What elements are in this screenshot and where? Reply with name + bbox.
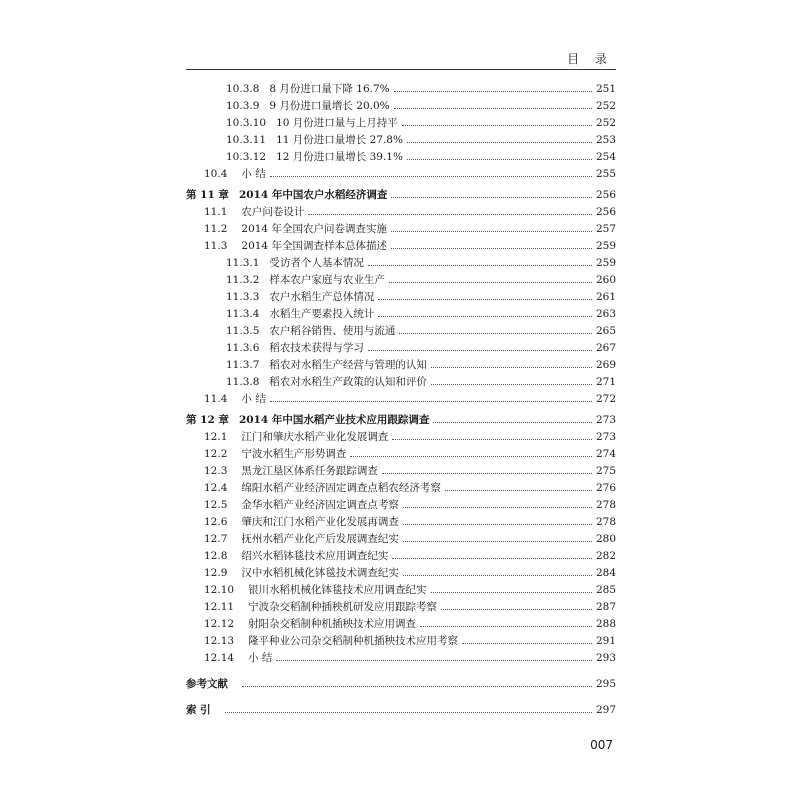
- toc-entry-page: 295: [595, 677, 616, 690]
- toc-entry-number: 11.3.4: [226, 307, 260, 320]
- toc-entry-page: 285: [595, 583, 616, 596]
- dot-leader: [308, 214, 592, 215]
- toc-entry-page: 274: [595, 447, 616, 460]
- toc-entry-number: 第 11 章: [186, 189, 229, 201]
- toc-entry-title: 受访者个人基本情况: [269, 257, 364, 269]
- toc-entry[interactable]: [186, 581, 616, 598]
- toc-entry-number: 10.3.10: [226, 116, 267, 129]
- toc-entry-title: 小 结: [241, 393, 266, 405]
- toc-entry-page: 288: [595, 617, 616, 630]
- toc-entry-number: 11.3.7: [226, 358, 260, 371]
- toc-entry-number: 11.2: [204, 222, 228, 235]
- toc-entry[interactable]: [186, 701, 616, 718]
- toc-entry-number: 12.13: [204, 634, 235, 647]
- toc-entry-title: 稻农对水稻生产政策的认知和评价: [269, 376, 427, 388]
- toc-entry-title: 稻农技术获得与学习: [269, 342, 364, 354]
- toc-entry-page: 257: [595, 222, 616, 235]
- dot-leader: [270, 176, 592, 177]
- toc-entry[interactable]: [186, 237, 616, 254]
- toc-entry-number: 11.3.3: [226, 290, 260, 303]
- dot-leader: [391, 231, 592, 232]
- toc-entry-number: 12.11: [204, 600, 235, 613]
- toc-entry-page: 273: [595, 413, 616, 426]
- dot-leader: [276, 660, 592, 661]
- toc-entry[interactable]: [186, 598, 616, 615]
- toc-entry-page: 297: [595, 703, 616, 716]
- dot-leader: [407, 159, 592, 160]
- toc-entry-page: 251: [595, 82, 616, 95]
- toc-entry-page: 254: [595, 150, 616, 163]
- dot-leader: [431, 384, 592, 385]
- toc-entry-number: 11.3.1: [226, 256, 260, 269]
- toc-entry[interactable]: [186, 411, 616, 428]
- running-head: 目 录: [567, 52, 613, 66]
- toc-entry-page: 282: [595, 549, 616, 562]
- dot-leader: [403, 541, 592, 542]
- toc-entry-number: 12.3: [204, 464, 228, 477]
- toc-entry-number: 10.3.8: [226, 82, 260, 95]
- dot-leader: [378, 299, 592, 300]
- toc-entry[interactable]: [186, 390, 616, 407]
- toc-entry-page: 278: [595, 498, 616, 511]
- dot-leader: [242, 686, 592, 687]
- dot-leader: [431, 592, 592, 593]
- dot-leader: [391, 248, 592, 249]
- toc-entry-number: 11.4: [204, 392, 228, 405]
- toc-entry-title: 稻农对水稻生产经营与管理的认知: [269, 359, 427, 371]
- toc-entry-title: 农户稻谷销售、使用与流通: [269, 325, 396, 337]
- toc-entry-title: 水稻生产要素投入统计: [269, 308, 375, 320]
- dot-leader: [403, 524, 592, 525]
- toc-entry[interactable]: [186, 428, 616, 445]
- toc-entry-title: 农户问卷设计: [241, 206, 305, 218]
- toc-entry[interactable]: [186, 131, 616, 148]
- dot-leader: [402, 125, 592, 126]
- toc-entry[interactable]: [186, 322, 616, 339]
- toc-entry-page: 269: [595, 358, 616, 371]
- toc-entry[interactable]: [186, 479, 616, 496]
- toc-entry-page: 256: [595, 188, 616, 201]
- toc-entry-title: 农户水稻生产总体情况: [269, 291, 375, 303]
- dot-leader: [391, 197, 592, 198]
- toc-entry-page: 284: [595, 566, 616, 579]
- toc-entry-page: 275: [595, 464, 616, 477]
- toc-entry[interactable]: [186, 305, 616, 322]
- toc-entry-number: 11.1: [204, 205, 228, 218]
- toc-entry-title: 宁波水稻生产形势调查: [241, 448, 347, 460]
- header-rule: [186, 69, 616, 70]
- toc-entry-number: 12.9: [204, 566, 228, 579]
- toc-entry-title: 射阳杂交稻制种机插秧技术应用调查: [248, 618, 417, 630]
- toc-entry-title: 汉中水稻机械化钵毯技术调查纪实: [241, 567, 399, 579]
- dot-leader: [382, 473, 592, 474]
- toc-entry-number: 12.2: [204, 447, 228, 460]
- dot-leader: [394, 91, 592, 92]
- toc-entry-number: 12.1: [204, 430, 228, 443]
- page-number: 007: [590, 738, 613, 752]
- toc-entry-title: 样本农户家庭与农业生产: [269, 274, 385, 286]
- toc-entry[interactable]: [186, 632, 616, 649]
- toc-entry[interactable]: [186, 220, 616, 237]
- toc-entry[interactable]: [186, 675, 616, 692]
- toc-entry-title: 9 月份进口量增长 20.0%: [269, 100, 390, 112]
- dot-leader: [392, 558, 592, 559]
- dot-leader: [368, 265, 592, 266]
- dot-leader: [403, 507, 592, 508]
- dot-leader: [433, 422, 592, 423]
- toc-entry[interactable]: [186, 513, 616, 530]
- toc-entry-number: 12.5: [204, 498, 228, 511]
- toc-entry-number: 10.3.11: [226, 133, 267, 146]
- toc-entry[interactable]: [186, 339, 616, 356]
- toc-entry-page: 276: [595, 481, 616, 494]
- toc-entry-page: 278: [595, 515, 616, 528]
- toc-entry-page: 259: [595, 256, 616, 269]
- toc-entry-title: 绵阳水稻产业经济固定调查点稻农经济考察: [241, 482, 441, 494]
- toc-entry-page: 271: [595, 375, 616, 388]
- toc-entry-title: 隆平种业公司杂交稻制种机插秧技术应用考察: [248, 635, 459, 647]
- dot-leader: [270, 401, 592, 402]
- toc-entry-title: 银川水稻机械化钵毯技术应用调查纪实: [248, 584, 427, 596]
- toc-entry-title: 8 月份进口量下降 16.7%: [269, 83, 390, 95]
- toc-entry-number: 第 12 章: [186, 414, 229, 426]
- toc-entry-number: 10.3.12: [226, 150, 267, 163]
- toc-entry-title: 绍兴水稻钵毯技术应用调查纪实: [241, 550, 389, 562]
- toc-entry-number: 12.6: [204, 515, 228, 528]
- dot-leader: [403, 575, 592, 576]
- toc-entry-page: 252: [595, 116, 616, 129]
- toc-entry[interactable]: [186, 462, 616, 479]
- toc-entry-page: 261: [595, 290, 616, 303]
- toc-entry-page: 272: [595, 392, 616, 405]
- toc-entry-number: 12.10: [204, 583, 235, 596]
- dot-leader: [431, 367, 592, 368]
- toc-entry-page: 253: [595, 133, 616, 146]
- toc-entry-page: 291: [595, 634, 616, 647]
- dot-leader: [389, 282, 592, 283]
- toc-entry-title: 江门和肇庆水稻产业化发展调查: [241, 431, 389, 443]
- dot-leader: [441, 609, 592, 610]
- toc-entry[interactable]: [186, 97, 616, 114]
- toc-entry-number: 索 引: [186, 704, 211, 716]
- dot-leader: [350, 456, 592, 457]
- dot-leader: [462, 643, 592, 644]
- toc-entry-title: 2014 年中国水稻产业技术应用跟踪调查: [238, 414, 430, 426]
- toc-entry-page: 273: [595, 430, 616, 443]
- dot-leader: [445, 490, 592, 491]
- toc-entry-page: 256: [595, 205, 616, 218]
- toc-entry-number: 参考文献: [186, 678, 228, 690]
- toc-entry-title: 金华水稻产业经济固定调查点考察: [241, 499, 399, 511]
- toc-entry[interactable]: [186, 547, 616, 564]
- toc-entry-page: 263: [595, 307, 616, 320]
- dot-leader: [420, 626, 592, 627]
- dot-leader: [368, 350, 592, 351]
- toc-entry-title: 10 月份进口量与上月持平: [276, 117, 398, 129]
- toc-entry-number: 11.3.8: [226, 375, 260, 388]
- toc-entry-number: 11.3.5: [226, 324, 260, 337]
- toc-entry[interactable]: [186, 445, 616, 462]
- dot-leader: [399, 333, 592, 334]
- toc-entry-number: 11.3: [204, 239, 228, 252]
- toc-entry[interactable]: [186, 288, 616, 305]
- toc-entry-page: 293: [595, 651, 616, 664]
- toc-entry[interactable]: [186, 186, 616, 203]
- toc-entry-number: 12.4: [204, 481, 228, 494]
- toc-entry[interactable]: [186, 271, 616, 288]
- toc-entry-number: 10.4: [204, 167, 228, 180]
- dot-leader: [378, 316, 592, 317]
- toc-entry-page: 265: [595, 324, 616, 337]
- toc-entry-page: 255: [595, 167, 616, 180]
- toc-entry[interactable]: [186, 114, 616, 131]
- toc-entry-title: 抚州水稻产业化产后发展调查纪实: [241, 533, 399, 545]
- toc-entry-number: 12.14: [204, 651, 235, 664]
- toc-entry-page: 252: [595, 99, 616, 112]
- toc-entry-title: 小 结: [241, 168, 266, 180]
- toc-entry[interactable]: [186, 356, 616, 373]
- toc-entry-title: 小 结: [248, 652, 273, 664]
- toc-entry-title: 2014 年全国调查样本总体描述: [241, 240, 387, 252]
- toc-entry-number: 11.3.2: [226, 273, 260, 286]
- toc-entry[interactable]: [186, 530, 616, 547]
- toc-entry-page: 260: [595, 273, 616, 286]
- toc-entry[interactable]: [186, 373, 616, 390]
- toc-entry-number: 12.7: [204, 532, 228, 545]
- toc-entry[interactable]: [186, 165, 616, 182]
- toc-entry[interactable]: [186, 254, 616, 271]
- dot-leader: [407, 142, 592, 143]
- toc-entry-title: 2014 年全国农户问卷调查实施: [241, 223, 387, 235]
- toc-entry-title: 12 月份进口量增长 39.1%: [276, 151, 403, 163]
- toc-entry[interactable]: [186, 148, 616, 165]
- toc-entry-title: 2014 年中国农户水稻经济调查: [238, 189, 388, 201]
- toc-entry-page: 259: [595, 239, 616, 252]
- toc-entry-page: 287: [595, 600, 616, 613]
- toc-entry[interactable]: [186, 80, 616, 97]
- toc-entry[interactable]: [186, 649, 616, 666]
- toc-entry-page: 267: [595, 341, 616, 354]
- toc-entry[interactable]: [186, 564, 616, 581]
- toc-entry-number: 12.12: [204, 617, 235, 630]
- toc-entry[interactable]: [186, 496, 616, 513]
- toc-entry-title: 黑龙江垦区体系任务跟踪调查: [241, 465, 378, 477]
- toc-entry-title: 11 月份进口量增长 27.8%: [276, 134, 403, 146]
- toc-entry-number: 10.3.9: [226, 99, 260, 112]
- toc-entry[interactable]: [186, 615, 616, 632]
- toc-entry-number: 11.3.6: [226, 341, 260, 354]
- toc-entry-number: 12.8: [204, 549, 228, 562]
- toc-entry-title: 肇庆和江门水稻产业化发展再调查: [241, 516, 399, 528]
- toc-entry-page: 280: [595, 532, 616, 545]
- dot-leader: [225, 712, 592, 713]
- toc-entry[interactable]: [186, 203, 616, 220]
- dot-leader: [392, 439, 592, 440]
- toc-entry-title: 宁波杂交稻制种插秧机研发应用跟踪考察: [248, 601, 438, 613]
- dot-leader: [394, 108, 592, 109]
